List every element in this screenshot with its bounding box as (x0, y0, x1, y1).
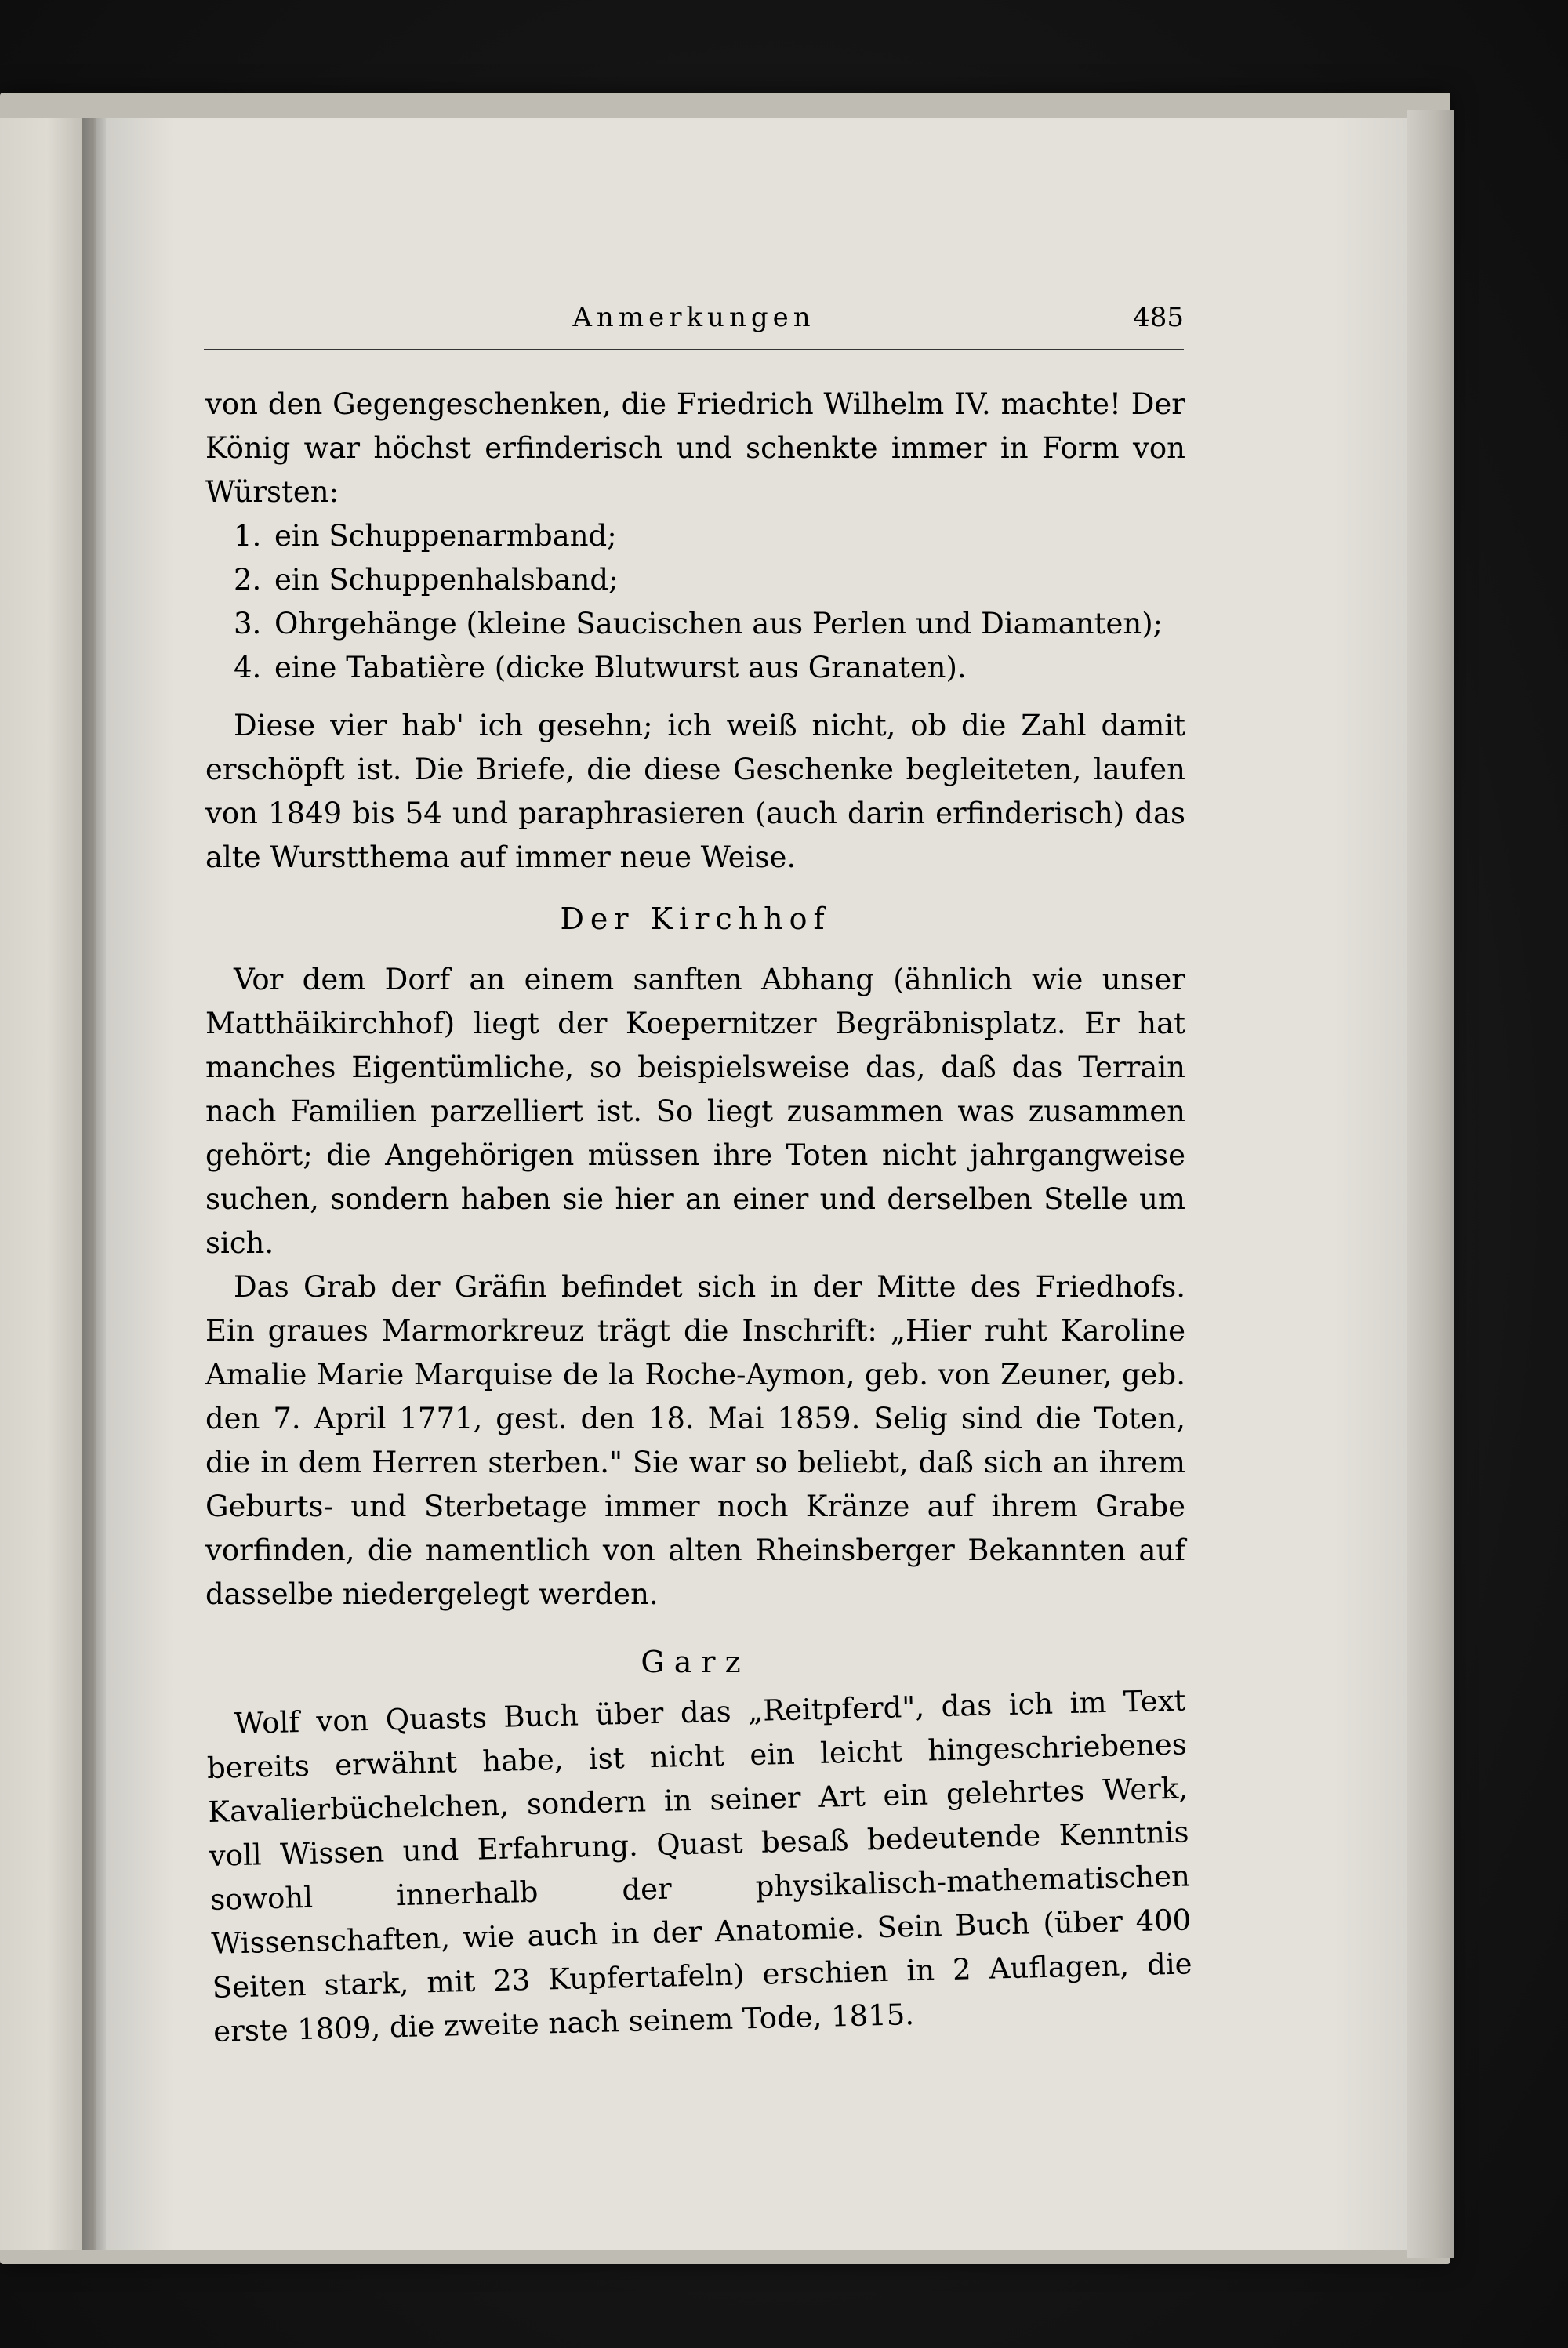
list-item: 1. ein Schuppenarmband; (234, 519, 617, 553)
left-page-edge (0, 118, 94, 2250)
running-header (204, 302, 1184, 350)
gift-list (234, 514, 1185, 690)
intro-closing-paragraph: Diese vier hab' ich gesehn; ich weiß nicht, ob die Zahl damit erschöpft ist. Die Briefe, die diese Geschenke begleiteten, laufen von 1849 bis 54 und paraphrasieren (auch darin erfinderisch) das alte Wurstthema auf immer neue Weise. (205, 709, 1185, 874)
section-heading-kirchhof: Der Kirchhof (560, 902, 831, 936)
page-number: 485 (1133, 302, 1184, 333)
list-item: 2. ein Schuppenhalsband; (234, 563, 619, 597)
kirchhof-paragraph-1: Vor dem Dorf an einem sanften Abhang (ähnlich wie unser Matthäikirchhof) liegt der Koepernitzer Begräbnisplatz. Er hat manches Eigentümliche, so beispielsweise das, daß das Terrain nach Familien parzelliert ist. So liegt zusammen was zusammen gehört; die Angehörigen müssen ihre Toten nicht jahrgangweise suchen, sondern haben sie hier an einer und derselben Stelle um sich. (205, 963, 1185, 1260)
running-title: Anmerkungen (572, 302, 815, 333)
kirchhof-paragraph-2: Das Grab der Gräfin befindet sich in der Mitte des Friedhofs. Ein graues Marmorkreuz trägt die Inschrift: „Hier ruht Karoline Amalie Marie Marquise de la Roche-Aymon, geb. von Zeuner, geb. den 7. April 1771, gest. den 18. Mai 1859. Selig sind die Toten, die in dem Herren sterben." Sie war so beliebt, daß sich an ihrem Geburts- und Sterbetage immer noch Kränze auf ihrem Grabe vorfinden, die namentlich von alten Rheinsberger Bekannten auf dasselbe niedergelegt werden. (205, 1270, 1185, 1611)
page-body (205, 383, 1193, 2054)
list-item: 3. Ohrgehänge (kleine Saucischen aus Perlen und Diamanten); (234, 607, 1163, 641)
list-item: 4. eine Tabatière (dicke Blutwurst aus Granaten). (234, 651, 967, 684)
cover-right-edge (1407, 110, 1454, 2258)
page-gutter-shadow (82, 118, 106, 2250)
intro-paragraph: von den Gegengeschenken, die Friedrich Wilhelm IV. machte! Der König war höchst erfinderisch und schenkte immer in Form von Würsten: (205, 387, 1185, 509)
garz-paragraph: Wolf von Quasts Buch über das „Reitpferd", das ich im Text bereits erwähnt habe, ist nicht ein leicht hingeschriebenes Kavalierbüchelchen, sondern in seiner Art ein gelehrtes Werk, voll Wissen und Erfahrung. Quast besaß bedeutende Kenntnis sowohl innerhalb der physikalisch-mathematischen Wissenschaften, wie auch in der Anatomie. Sein Buch (über 400 Seiten stark, mit 23 Kupfertafeln) erschien in 2 Auflagen, die erste 1809, die zweite nach seinem Tode, 1815. (206, 1683, 1193, 2049)
section-heading-garz: Garz (641, 1645, 750, 1679)
